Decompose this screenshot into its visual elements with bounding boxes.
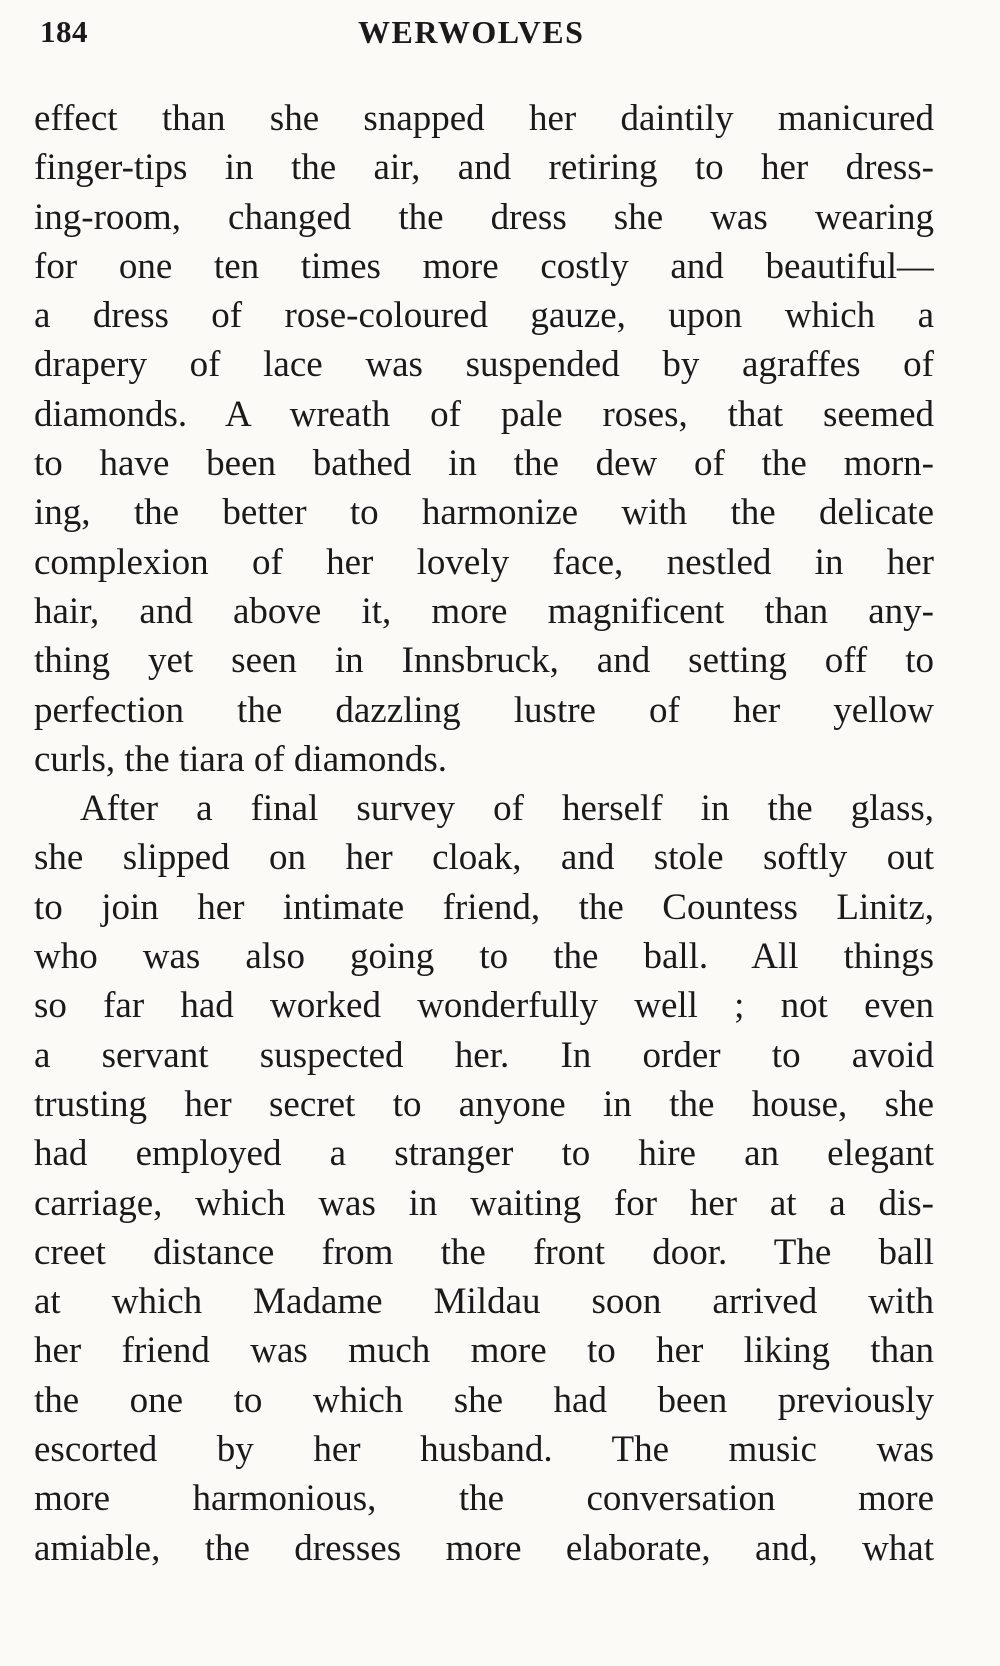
text-line: so far had worked wonderfully well ; not even <box>34 985 934 1027</box>
text-line: hair, and above it, more magnificent than any- <box>34 590 934 632</box>
text-line: the one to which she had been previously <box>34 1379 934 1421</box>
text-line: a servant suspected her. In order to avoid <box>34 1034 934 1076</box>
text-line: more harmonious, the conversation more <box>34 1478 934 1520</box>
text-line: finger-tips in the air, and retiring to her dress- <box>34 147 934 189</box>
text-line: ing, the better to harmonize with the delicate <box>34 492 934 534</box>
running-head <box>40 14 940 64</box>
body-text <box>34 94 934 1573</box>
paragraph-start-line: After a final survey of herself in the glass, <box>80 788 934 830</box>
text-line: at which Madame Mildau soon arrived with <box>34 1281 934 1323</box>
text-line: creet distance from the front door. The ball <box>34 1231 934 1273</box>
text-line: had employed a stranger to hire an elegant <box>34 1133 934 1175</box>
text-line: her friend was much more to her liking than <box>34 1330 934 1372</box>
text-line: complexion of her lovely face, nestled in her <box>34 541 934 583</box>
text-line: amiable, the dresses more elaborate, and, what <box>34 1527 934 1569</box>
text-line: escorted by her husband. The music was <box>34 1429 934 1471</box>
text-line: who was also going to the ball. All things <box>34 936 934 978</box>
text-line: diamonds. A wreath of pale roses, that seemed <box>34 393 934 435</box>
text-line: for one ten times more costly and beautiful— <box>34 245 934 287</box>
text-line: drapery of lace was suspended by agraffes of <box>34 344 934 386</box>
paragraph-end-line: curls, the tiara of diamonds. <box>34 738 448 780</box>
running-title: WERWOLVES <box>358 14 585 50</box>
page-number: 184 <box>40 14 88 49</box>
text-line: to join her intimate friend, the Countess Linitz, <box>34 886 934 928</box>
text-line: to have been bathed in the dew of the morn- <box>34 443 934 485</box>
text-line: effect than she snapped her daintily manicured <box>34 98 934 139</box>
text-line: a dress of rose-coloured gauze, upon which a <box>34 295 934 337</box>
text-line: perfection the dazzling lustre of her yellow <box>34 689 934 731</box>
text-line: carriage, which was in waiting for her at a dis- <box>34 1182 934 1224</box>
text-line: ing-room, changed the dress she was wearing <box>34 196 934 238</box>
text-line: trusting her secret to anyone in the house, she <box>34 1083 934 1125</box>
text-line: thing yet seen in Innsbruck, and setting off to <box>34 640 934 682</box>
text-line: she slipped on her cloak, and stole softly out <box>34 837 934 879</box>
